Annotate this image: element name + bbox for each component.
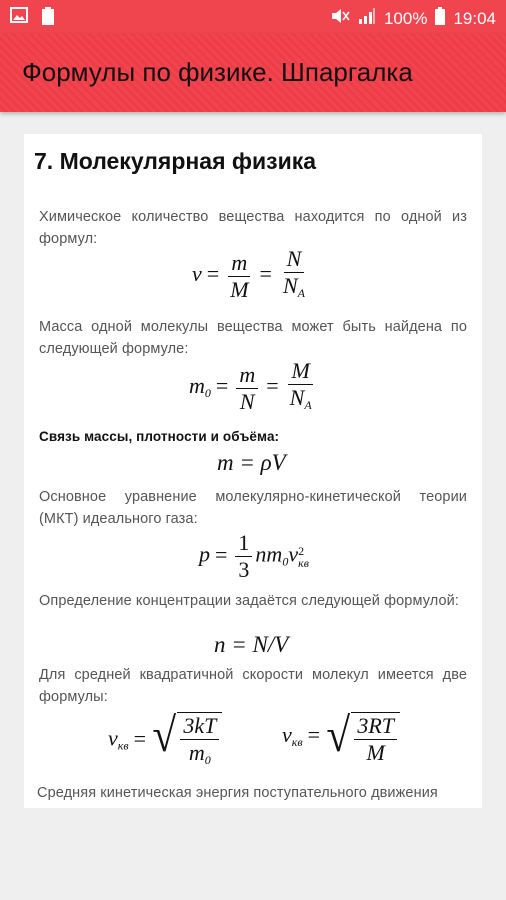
formula-molecule-mass: $m_0$ = $\frac{m}{N}$ = $\frac{M}{N_A}$: [189, 358, 312, 414]
signal-icon: [358, 8, 376, 29]
formula-amount: ν = $\frac{m}{M}$ = $\frac{N}{N_A}$: [192, 246, 305, 302]
formula-mass-density: m = ρV: [217, 450, 286, 475]
formula-rms-speed-2: $v_{кв}$ = √ $\frac{3RT}{M}$: [282, 708, 400, 766]
battery-icon: [435, 7, 445, 30]
paragraph-rms-speed: Для средней квадратичной скорости молекул имеется две формулы:: [39, 667, 467, 705]
paragraph-concentration: Определение концентрации задаётся следующей формулой:: [39, 593, 459, 609]
paragraph-amount: Химическое количество вещества находится по одной из формул:: [39, 209, 467, 247]
paragraph-kinetic-energy: Средняя кинетическая энергия поступательного движения: [37, 785, 438, 801]
formula-rms-speed-1: $v_{кв}$ = √ $\frac{3kT}{m_0}$: [108, 708, 222, 773]
battery-full-notification-icon: [42, 7, 54, 30]
section-heading: 7. Молекулярная физика: [34, 148, 317, 174]
mute-icon: [330, 8, 350, 29]
app-title: Формулы по физике. Шпаргалка: [22, 57, 413, 87]
content-card[interactable]: [24, 134, 482, 808]
gallery-notification-icon: [10, 7, 28, 30]
formula-mkt: p = $\frac{1}{3}$ $nm_0v$ 2 кв: [199, 530, 309, 582]
status-bar: [0, 0, 506, 34]
paragraph-mkt: Основное уравнение молекулярно-кинетической теории (МКТ) идеального газа:: [39, 489, 467, 527]
paragraph-molecule-mass: Масса одной молекулы вещества может быть найдена по следующей формуле:: [39, 319, 467, 357]
app-bar: [0, 34, 506, 112]
battery-percent: 100%: [383, 8, 428, 28]
paragraph-mass-density: Связь массы, плотности и объёма:: [39, 429, 280, 444]
clock: 19:04: [453, 8, 496, 28]
formula-concentration: n = N/V: [214, 632, 289, 657]
